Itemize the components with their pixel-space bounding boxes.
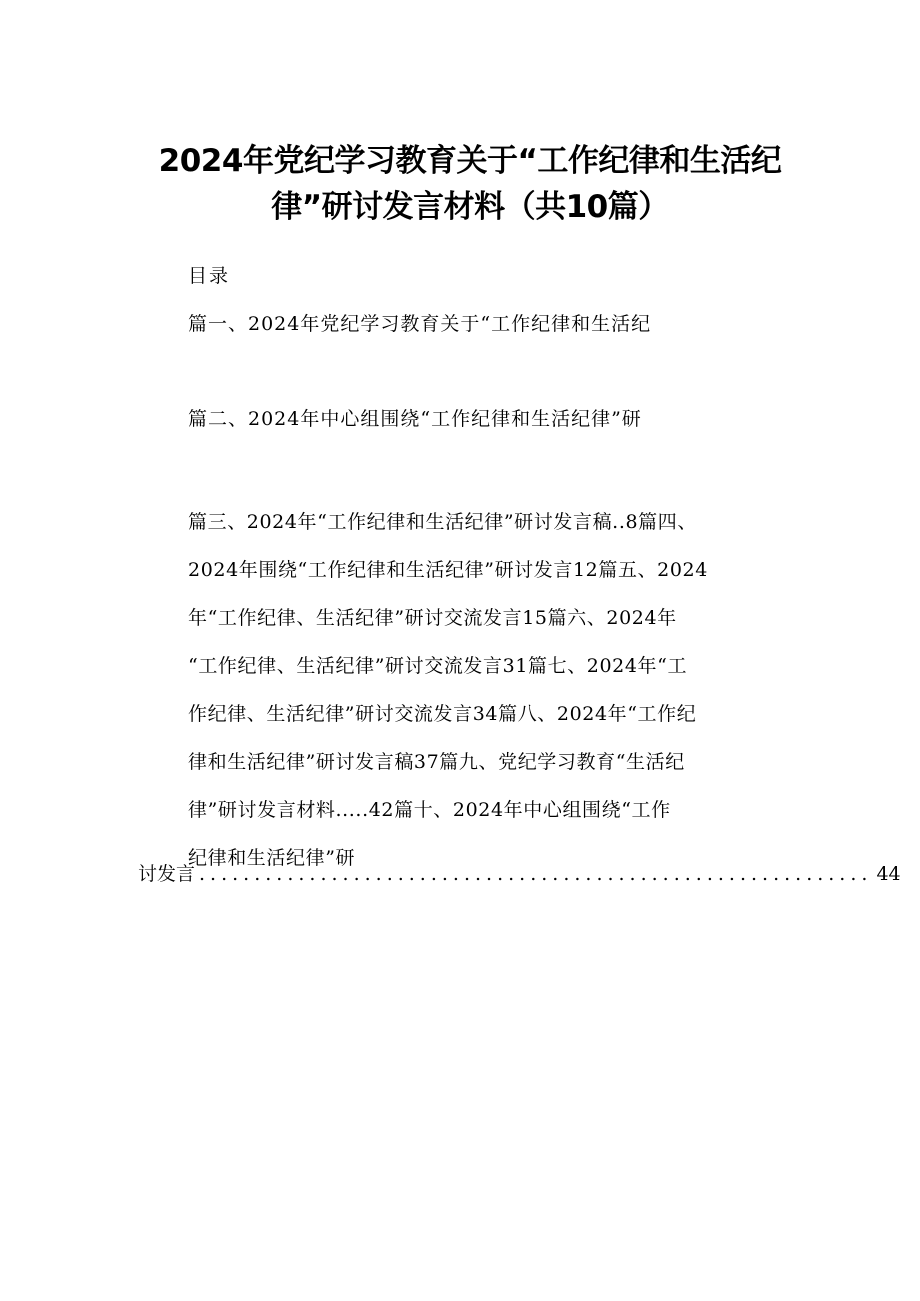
document-title-line-1: 2024年党纪学习教育关于“工作纪律和生活纪 bbox=[158, 143, 782, 179]
toc-paragraph-line[interactable]: 作纪律、生活纪律”研讨交流发言34篇八、2024年“工作纪 bbox=[188, 703, 697, 725]
toc-paragraph-line[interactable]: 年“工作纪律、生活纪律”研讨交流发言15篇六、2024年 bbox=[188, 607, 677, 629]
document-title-line-2: 律”研讨发言材料（共10篇） bbox=[271, 189, 669, 225]
toc-paragraph-line[interactable]: 律和生活纪律”研讨发言稿37篇九、党纪学习教育“生活纪 bbox=[188, 751, 685, 773]
toc-paragraph-line[interactable]: 纪律和生活纪律”研 bbox=[188, 847, 356, 869]
toc-last-entry[interactable] bbox=[138, 860, 901, 888]
toc-paragraph-line[interactable]: “工作纪律、生活纪律”研讨交流发言31篇七、2024年“工 bbox=[188, 655, 688, 677]
toc-heading: 目录 bbox=[188, 265, 231, 287]
toc-paragraph-line[interactable]: 律”研讨发言材料.....42篇十、2024年中心组围绕“工作 bbox=[188, 799, 671, 821]
toc-entry-2[interactable]: 篇二、2024年中心组围绕“工作纪律和生活纪律”研 bbox=[188, 408, 642, 430]
toc-paragraph-line[interactable]: 篇三、2024年“工作纪律和生活纪律”研讨发言稿..8篇四、 bbox=[188, 511, 697, 533]
toc-dot-leader: ............................................................. bbox=[199, 863, 873, 885]
toc-entry-1[interactable]: 篇一、2024年党纪学习教育关于“工作纪律和生活纪 bbox=[188, 313, 652, 335]
toc-paragraph bbox=[188, 498, 798, 882]
toc-last-label: 讨发言 bbox=[138, 863, 196, 885]
toc-paragraph-line[interactable]: 2024年围绕“工作纪律和生活纪律”研讨发言12篇五、2024 bbox=[188, 559, 708, 581]
toc-page-number: 44 bbox=[876, 863, 901, 885]
document-title bbox=[120, 138, 820, 230]
